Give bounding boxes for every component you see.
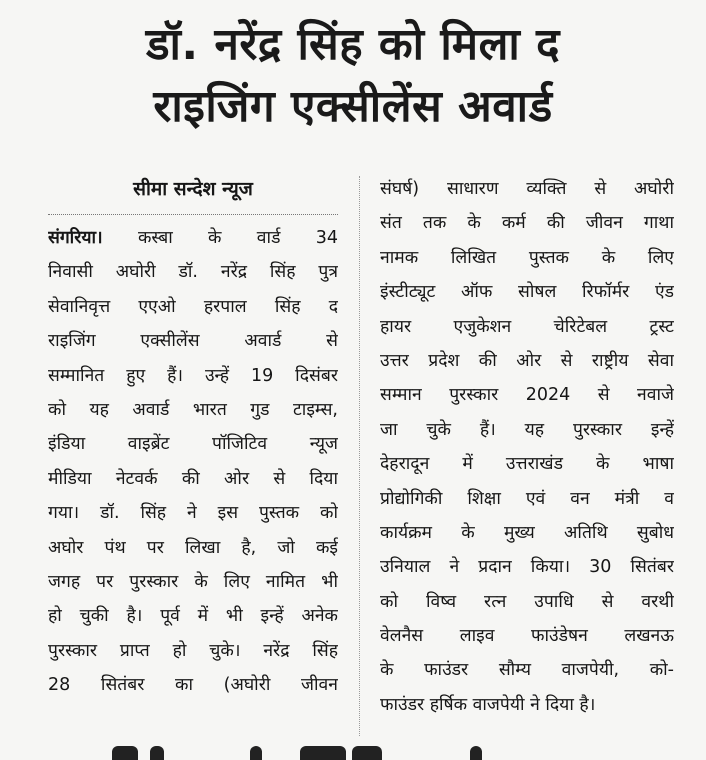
byline: सीमा सन्देश न्यूज: [133, 178, 253, 200]
article-line-text: कस्बा के वार्ड 34: [102, 228, 338, 248]
cut-glyph-fragment: [150, 746, 164, 760]
article-line: इंडिया वाइब्रेंट पॉजिटिव न्यूज: [48, 434, 338, 455]
article-line: गया। डॉ. सिंह ने इस पुस्तक को: [48, 503, 338, 524]
right-column: [380, 172, 674, 722]
article-line: हो चुकी है। पूर्व में भी इन्हें अनेक: [48, 606, 338, 627]
dateline: संगरिया।: [48, 228, 103, 248]
next-headline-fragment: [0, 742, 706, 760]
headline: [0, 14, 706, 138]
article-line: निवासी अघोरी डॉ. नरेंद्र सिंह पुत्र: [48, 262, 338, 283]
article-line: संत तक के कर्म की जीवन गाथा: [380, 213, 674, 234]
cut-glyph-fragment: [300, 746, 346, 760]
article-line: जा चुके हैं। यह पुरस्कार इन्हें: [380, 419, 674, 440]
article-line: उनियाल ने प्रदान किया। 30 सितंबर: [380, 557, 674, 578]
column-divider: [359, 176, 360, 736]
headline-line-2: राइजिंग एक्सीलेंस अवार्ड: [153, 81, 553, 132]
article-line: सेवानिवृत्त एएओ हरपाल सिंह द: [48, 296, 338, 317]
left-column: [48, 172, 338, 702]
article-line: नामक लिखित पुस्तक के लिए: [380, 247, 674, 268]
article-line: के फाउंडर सौम्य वाजपेयी, को-: [380, 660, 674, 681]
article-line: वेलनैस लाइव फाउंडेषन लखनऊ: [380, 626, 674, 647]
article-line: फाउंडर हर्षिक वाजपेयी ने दिया है।: [380, 694, 596, 715]
article-line: उत्तर प्रदेश की ओर से राष्ट्रीय सेवा: [380, 350, 674, 371]
headline-line-1: डॉ. नरेंद्र सिंह को मिला द: [145, 19, 560, 70]
article-line: पुरस्कार प्राप्त हो चुके। नरेंद्र सिंह: [48, 640, 338, 661]
article-line: देहरादून में उत्तराखंड के भाषा: [380, 454, 674, 475]
cut-glyph-fragment: [352, 746, 382, 760]
article-line: जगह पर पुरस्कार के लिए नामित भी: [48, 571, 338, 592]
byline-rule: [48, 214, 338, 215]
article-line: को विष्व रत्न उपाधि से वरथी: [380, 591, 674, 612]
article-line: हायर एजुकेशन चेरिटेबल ट्रस्ट: [380, 316, 674, 337]
cut-glyph-fragment: [112, 746, 138, 760]
cut-glyph-fragment: [250, 746, 262, 760]
cut-glyph-fragment: [470, 746, 482, 760]
article-line: मीडिया नेटवर्क की ओर से दिया: [48, 468, 338, 489]
article-line: संघर्ष) साधारण व्यक्ति से अघोरी: [380, 179, 674, 199]
article-line: [48, 221, 338, 255]
article-line: इंस्टीट्यूट ऑफ सोषल रिफॉर्मर एंड: [380, 282, 674, 303]
article-line: प्रोद्योगिकी शिक्षा एवं वन मंत्री व: [380, 488, 674, 509]
article-line: सम्मान पुरस्कार 2024 से नवाजे: [380, 385, 674, 406]
article-line: सम्मानित हुए हैं। उन्हें 19 दिसंबर: [48, 365, 338, 386]
article-line: अघोर पंथ पर लिखा है, जो कई: [48, 537, 338, 558]
article-line: कार्यक्रम के मुख्य अतिथि सुबोध: [380, 522, 674, 543]
article-line: राइजिंग एक्सीलेंस अवार्ड से: [48, 331, 338, 352]
article-line: 28 सितंबर का (अघोरी जीवन: [48, 675, 338, 696]
article-line: को यह अवार्ड भारत गुड टाइम्स,: [48, 399, 338, 420]
